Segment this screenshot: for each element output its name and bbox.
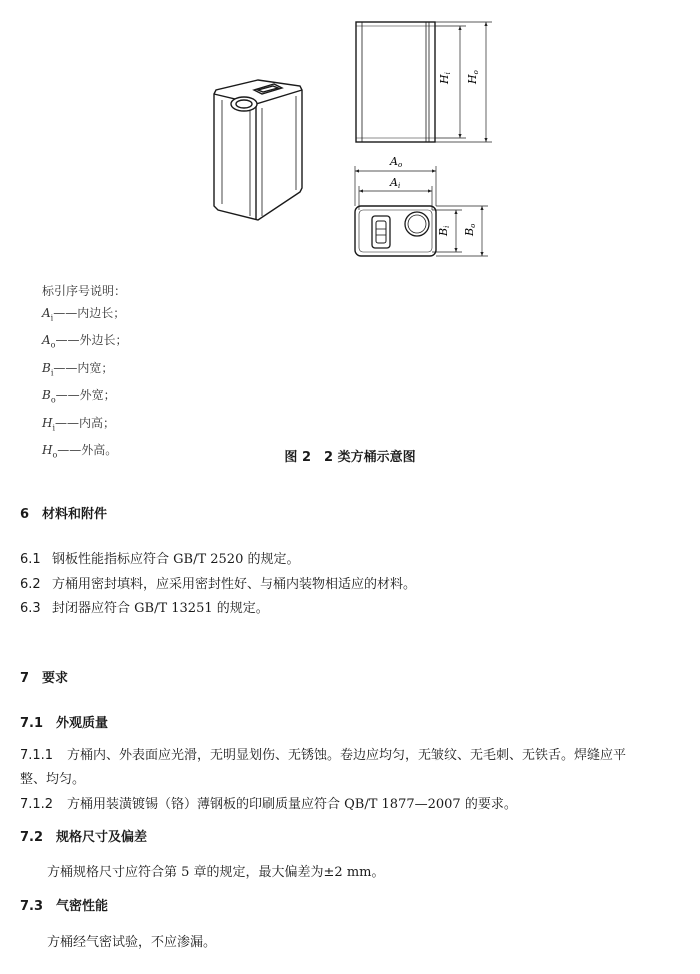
clause-6-2: 6.2 方桶用密封填料，应采用密封性好、与桶内装物相适应的材料。 [20, 577, 417, 592]
legend-title: 标引序号说明： [42, 284, 127, 298]
can-side-view [356, 22, 435, 142]
clause-7-2-text: 方桶规格尺寸应符合第 5 章的规定，最大偏差为±2 mm。 [47, 865, 385, 880]
clause-7-3-text: 方桶经气密试验，不应渗漏。 [47, 935, 217, 950]
section-7-1-heading: 7.1 外观质量 [20, 716, 109, 731]
can-top-view [355, 206, 436, 256]
legend-item: $A_o——$外边长； [42, 333, 128, 350]
clause-7-1-1: 7.1.1 方桶内、外表面应光滑，无明显划伤、无锈蚀。卷边应均匀，无皱纹、无毛刺、无铁舌。焊缝应平 [20, 748, 627, 763]
legend-item: $H_i——$内高； [42, 415, 116, 432]
label-Ai: Ai [390, 176, 401, 190]
legend-item: $B_o——$外宽； [42, 388, 116, 405]
label-Bo: Bo [463, 223, 477, 236]
section-7-heading: 7 要求 [20, 671, 69, 686]
figure-legend [42, 280, 128, 466]
figure-caption: 图 2 2 类方桶示意图 [284, 450, 416, 465]
legend-item: $H_o——$外高。 [42, 442, 118, 460]
label-Ao: Ao [390, 155, 403, 169]
clause-7-1-1-cont: 整、均匀。 [20, 772, 86, 787]
label-Hi: Hi [438, 72, 452, 84]
container-diagram [0, 0, 700, 270]
label-Ho: Ho [466, 70, 480, 84]
can-isometric-view [214, 80, 302, 220]
clause-6-3: 6.3 封闭器应符合 GB/T 13251 的规定。 [20, 601, 269, 616]
clause-6-1: 6.1 钢板性能指标应符合 GB/T 2520 的规定。 [20, 552, 300, 567]
section-7-3-heading: 7.3 气密性能 [20, 899, 109, 914]
legend-item: $B_i——$内宽； [42, 360, 114, 378]
legend-item: $A_i——$内边长； [42, 306, 126, 323]
section-6-heading: 6 材料和附件 [20, 507, 108, 522]
clause-7-1-2: 7.1.2 方桶用装潢镀锡（铬）薄钢板的印刷质量应符合 QB/T 1877—2007 的要求。 [20, 797, 517, 812]
label-Bi: Bi [437, 225, 451, 236]
section-7-2-heading: 7.2 规格尺寸及偏差 [20, 830, 148, 845]
